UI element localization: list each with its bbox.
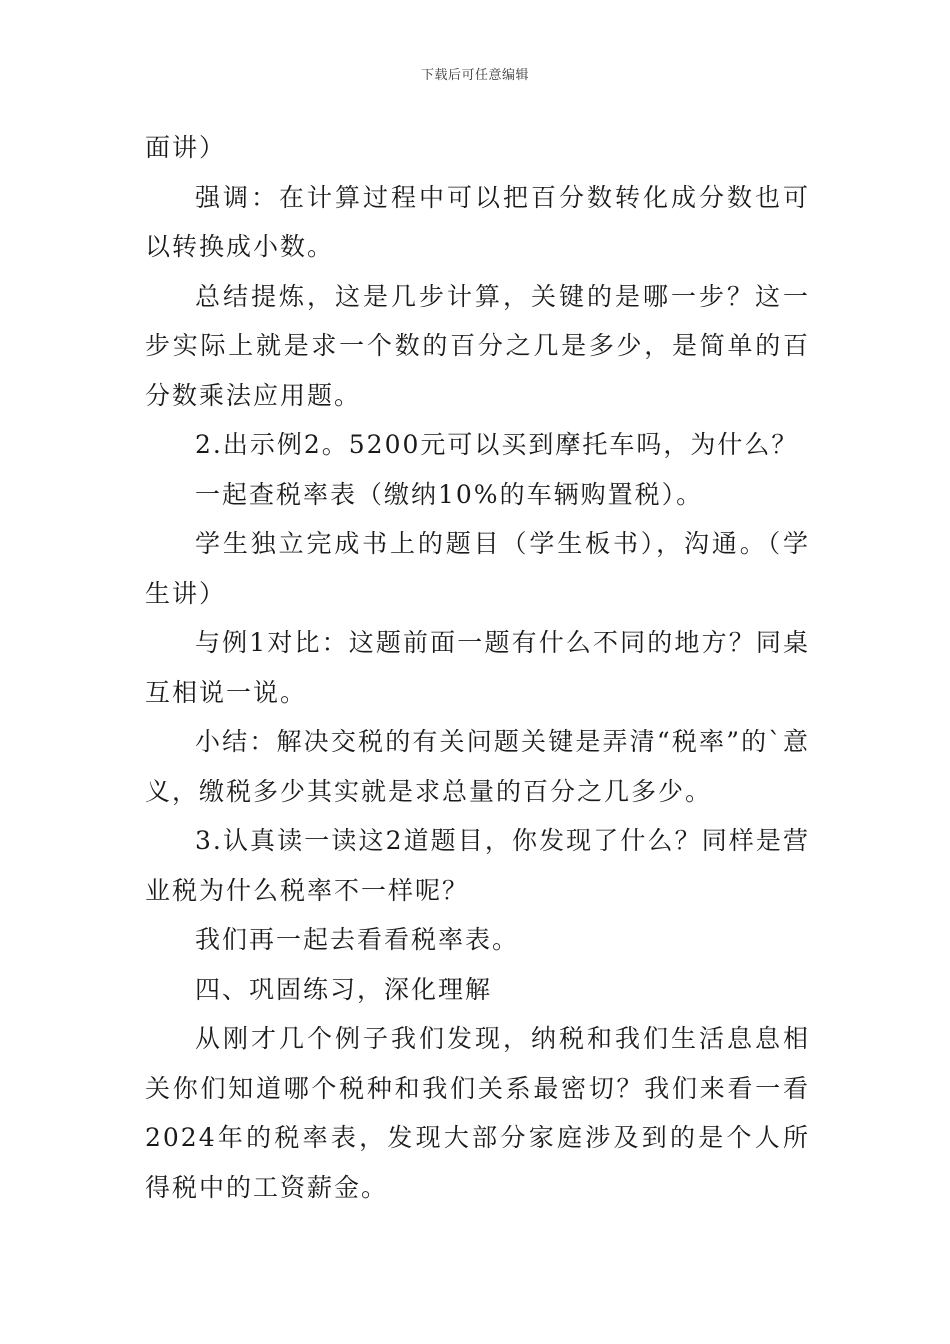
paragraph: 强调：在计算过程中可以把百分数转化成分数也可以转换成小数。 [145, 182, 810, 261]
paragraph: 与例1对比：这题前面一题有什么不同的地方？同桌互相说一说。 [145, 628, 810, 707]
paragraph: 一起查税率表（缴纳10%的车辆购置税）。 [195, 479, 704, 509]
page-header-note: 下载后可任意编辑 [420, 68, 529, 83]
paragraph: 学生独立完成书上的题目（学生板书），沟通。（学生讲） [145, 529, 810, 608]
paragraph: 我们再一起去看看税率表。 [195, 925, 520, 954]
paragraph: 从刚才几个例子我们发现，纳税和我们生活息息相关你们知道哪个税种和我们关系最密切？我们来看一看2024年的税率表，发现大部分家庭涉及到的是个人所得税中的工资薪金。 [145, 1024, 810, 1202]
paragraph: 总结提炼，这是几步计算，关键的是哪一步？这一步实际上就是求一个数的百分之几是多少，是简单的百分数乘法应用题。 [145, 281, 810, 410]
paragraph: 面讲） [145, 133, 227, 162]
paragraph: 3.认真读一读这2道题目，你发现了什么？同样是营业税为什么税率不一样呢？ [145, 826, 810, 905]
document-body [145, 123, 810, 1212]
paragraph: 2.出示例2。5200元可以买到摩托车吗，为什么？ [195, 430, 799, 459]
paragraph: 小结：解决交税的有关问题关键是弄清“税率”的`意义，缴税多少其实就是求总量的百分之几多少。 [145, 727, 810, 806]
section-heading: 四、巩固练习，深化理解 [195, 974, 493, 1004]
